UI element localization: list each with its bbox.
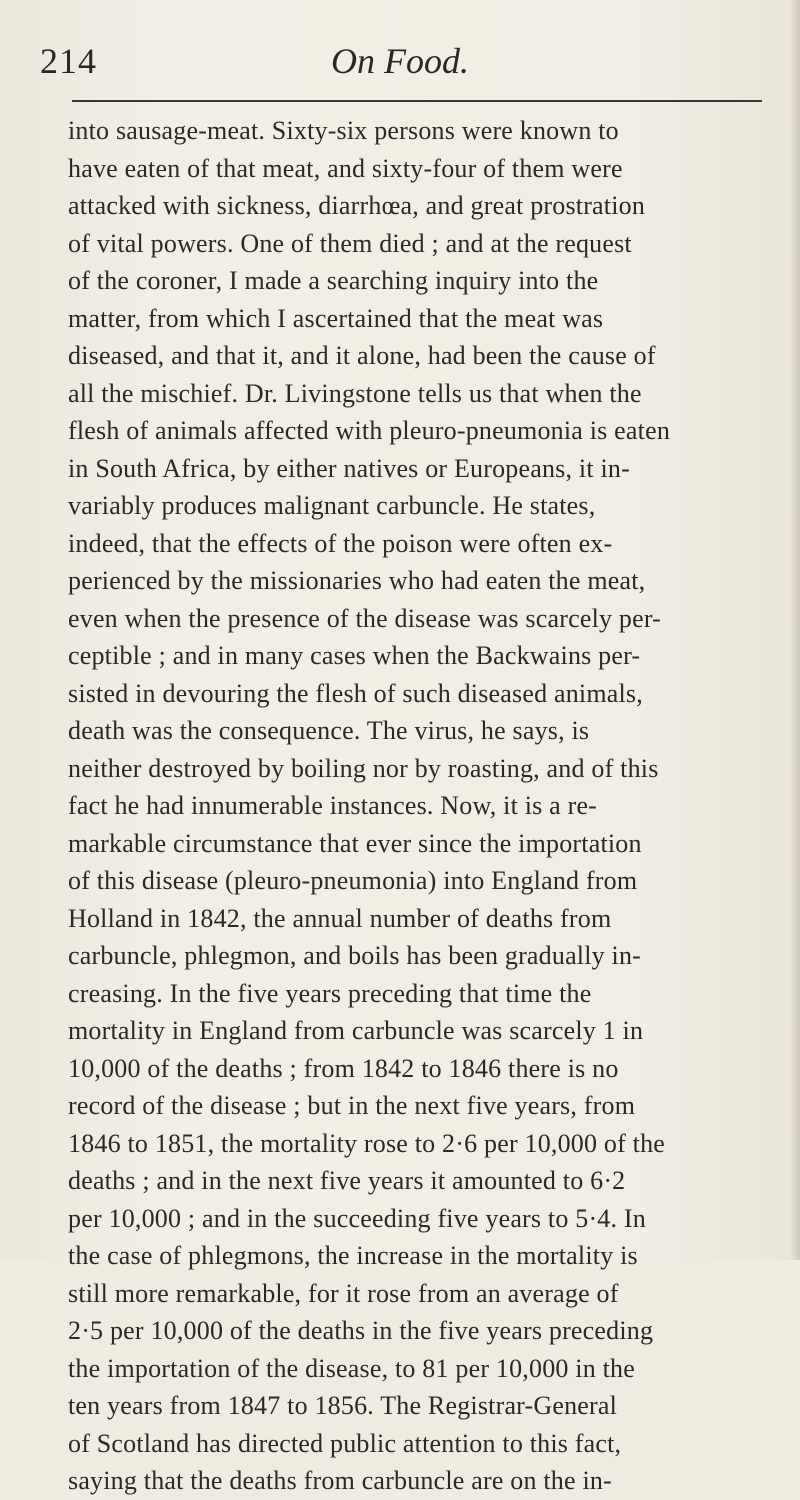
text-line: 2·5 per 10,000 of the deaths in the five years preceding <box>68 1316 654 1345</box>
page-number: 214 <box>40 41 97 81</box>
text-line: flesh of animals affected with pleuro-pneumonia is eaten <box>68 416 671 445</box>
text-line: matter, from which I ascertained that the meat was <box>68 303 604 333</box>
text-line: markable circumstance that ever since the importation <box>68 828 642 858</box>
text-line: attacked with sickness, diarrhœa, and great prostration <box>68 191 646 220</box>
text-line: even when the presence of the disease was scarcely per- <box>68 603 662 633</box>
header-rule <box>72 100 762 102</box>
text-line: fact he had innumerable instances. Now, it is a re- <box>68 791 598 820</box>
text-line: ceptible ; and in many cases when the Backwains per- <box>68 641 641 670</box>
text-line: sisted in devouring the flesh of such diseased animals, <box>68 678 643 708</box>
text-line: deaths ; and in the next five years it amounted to 6·2 <box>68 1166 626 1195</box>
text-line: per 10,000 ; and in the succeeding five years to 5·4. In <box>68 1203 646 1233</box>
text-line: of the coroner, I made a searching inquiry into the <box>68 266 599 295</box>
text-line: carbuncle, phlegmon, and boils has been gradually in- <box>68 941 642 970</box>
text-line: of Scotland has directed public attention to this fact, <box>68 1428 622 1458</box>
text-line: mortality in England from carbuncle was scarcely 1 in <box>68 1016 644 1045</box>
text-line: perienced by the missionaries who had eaten the meat, <box>68 566 646 595</box>
text-line: variably produces malignant carbuncle. He states, <box>68 491 596 520</box>
text-line: have eaten of that meat, and sixty-four of them were <box>68 153 623 183</box>
text-line: Holland in 1842, the annual number of deaths from <box>68 903 612 933</box>
body-text <box>68 112 768 1500</box>
text-line: the case of phlegmons, the increase in the mortality is <box>68 1241 638 1270</box>
text-line: diseased, and that it, and it alone, had been the cause of <box>68 341 656 370</box>
text-line: saying that the deaths from carbuncle are on the in- <box>68 1466 612 1495</box>
text-line: into sausage-meat. Sixty-six persons were known to <box>68 116 619 145</box>
page-edge-shadow <box>790 0 800 1260</box>
text-line: death was the consequence. The virus, he says, is <box>68 716 590 745</box>
text-line: in South Africa, by either natives or Europeans, it in- <box>68 453 630 483</box>
text-line: neither destroyed by boiling nor by roasting, and of this <box>68 753 659 783</box>
text-line: the importation of the disease, to 81 per 10,000 in the <box>68 1353 635 1383</box>
text-line: indeed, that the effects of the poison were often ex- <box>68 528 613 558</box>
text-line: of this disease (pleuro-pneumonia) into England from <box>68 866 638 895</box>
text-line: ten years from 1847 to 1856. The Registrar-General <box>68 1391 618 1420</box>
text-line: 1846 to 1851, the mortality rose to 2·6 per 10,000 of the <box>68 1128 666 1158</box>
text-line: record of the disease ; but in the next five years, from <box>68 1091 636 1120</box>
text-line: all the mischief. Dr. Livingstone tells us that when the <box>68 378 642 408</box>
running-title: On Food. <box>331 41 469 81</box>
text-line: of vital powers. One of them died ; and at the request <box>68 228 632 258</box>
text-line: creasing. In the five years preceding that time the <box>68 978 592 1008</box>
text-line: still more remarkable, for it rose from an average of <box>68 1278 619 1308</box>
text-line: 10,000 of the deaths ; from 1842 to 1846 there is no <box>68 1053 619 1083</box>
